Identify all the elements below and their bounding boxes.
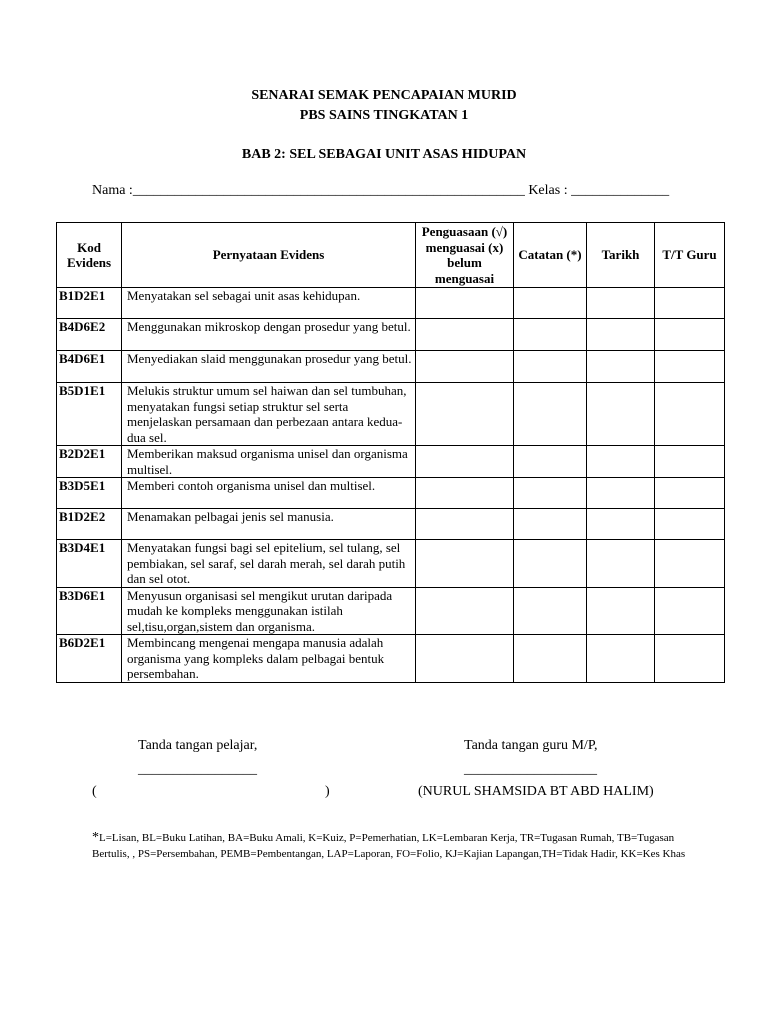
- cell-tarikh[interactable]: [587, 587, 655, 635]
- table-row: [57, 509, 725, 540]
- row-kod: B3D5E1: [57, 478, 122, 509]
- row-kod: B5D1E1: [57, 383, 122, 446]
- cell-catatan[interactable]: [514, 319, 587, 351]
- cell-tt-guru[interactable]: [655, 540, 725, 588]
- cell-catatan[interactable]: [514, 540, 587, 588]
- cell-catatan[interactable]: [514, 478, 587, 509]
- row-kod: B1D2E1: [57, 288, 122, 319]
- cell-tarikh[interactable]: [587, 383, 655, 446]
- table-row: [57, 587, 725, 635]
- row-kod: B1D2E2: [57, 509, 122, 540]
- student-signature-line[interactable]: _________________: [138, 762, 257, 777]
- cell-catatan[interactable]: [514, 446, 587, 478]
- footnote-text: L=Lisan, BL=Buku Latihan, BA=Buku Amali, K=Kuiz, P=Pemerhatian, LK=Lembaran Kerja, TR=Tugasan Rumah, TB=Tugasan Bertulis, , PS=Persembahan, PEMB=Pembentangan, LAP=Laporan, FO=Folio, KJ=Kajian Lapangan,TH=Tidak Hadir, KK=Kes Khas: [92, 832, 686, 860]
- row-kod: B2D2E1: [57, 446, 122, 478]
- table-header-row: [57, 223, 725, 288]
- cell-tt-guru[interactable]: [655, 509, 725, 540]
- row-pernyataan: Menggunakan mikroskop dengan prosedur yang betul.: [122, 319, 416, 351]
- cell-penguasaan[interactable]: [416, 509, 514, 540]
- row-pernyataan: Menamakan pelbagai jenis sel manusia.: [122, 509, 416, 540]
- cell-penguasaan[interactable]: [416, 383, 514, 446]
- student-signature-label: Tanda tangan pelajar,: [138, 738, 258, 753]
- footnote-asterisk: *: [92, 830, 99, 845]
- student-name-paren-open: (: [92, 784, 97, 799]
- table-row: [57, 351, 725, 383]
- nama-kelas-line: Nama :________________________________________________________ Kelas : ______________: [92, 183, 670, 198]
- table-row: [57, 383, 725, 446]
- row-pernyataan: Menyusun organisasi sel mengikut urutan daripada mudah ke kompleks menggunakan istilah sel,tisu,organ,sistem dan organisma.: [122, 587, 416, 635]
- cell-tt-guru[interactable]: [655, 319, 725, 351]
- cell-catatan[interactable]: [514, 509, 587, 540]
- footnote-legend: [92, 830, 712, 862]
- cell-catatan[interactable]: [514, 635, 587, 683]
- cell-tt-guru[interactable]: [655, 288, 725, 319]
- table-row: [57, 446, 725, 478]
- row-pernyataan: Memberi contoh organisma unisel dan multisel.: [122, 478, 416, 509]
- cell-tt-guru[interactable]: [655, 351, 725, 383]
- cell-tarikh[interactable]: [587, 351, 655, 383]
- cell-catatan[interactable]: [514, 383, 587, 446]
- cell-tarikh[interactable]: [587, 319, 655, 351]
- row-kod: B6D2E1: [57, 635, 122, 683]
- table-row: [57, 288, 725, 319]
- cell-penguasaan[interactable]: [416, 540, 514, 588]
- row-pernyataan: Menyediakan slaid menggunakan prosedur yang betul.: [122, 351, 416, 383]
- cell-tt-guru[interactable]: [655, 635, 725, 683]
- student-name-paren-close: ): [325, 784, 330, 799]
- row-pernyataan: Melukis struktur umum sel haiwan dan sel tumbuhan, menyatakan fungsi setiap struktur sel serta menjelaskan persamaan dan perbezaan antara kedua-dua sel.: [122, 383, 416, 446]
- cell-penguasaan[interactable]: [416, 478, 514, 509]
- cell-tt-guru[interactable]: [655, 478, 725, 509]
- cell-penguasaan[interactable]: [416, 635, 514, 683]
- table-row: [57, 540, 725, 588]
- row-pernyataan: Menyatakan fungsi bagi sel epitelium, sel tulang, sel pembiakan, sel saraf, sel darah merah, sel darah putih dan sel otot.: [122, 540, 416, 588]
- cell-penguasaan[interactable]: [416, 288, 514, 319]
- cell-tt-guru[interactable]: [655, 587, 725, 635]
- row-kod: B4D6E1: [57, 351, 122, 383]
- chapter-title: BAB 2: SEL SEBAGAI UNIT ASAS HIDUPAN: [241, 147, 527, 162]
- cell-tt-guru[interactable]: [655, 383, 725, 446]
- cell-tarikh[interactable]: [587, 509, 655, 540]
- cell-tarikh[interactable]: [587, 478, 655, 509]
- row-pernyataan: Menyatakan sel sebagai unit asas kehidupan.: [122, 288, 416, 319]
- cell-catatan[interactable]: [514, 587, 587, 635]
- header-catatan: Catatan (*): [514, 223, 587, 288]
- table-row: [57, 635, 725, 683]
- row-pernyataan: Membincang mengenai mengapa manusia adalah organisma yang kompleks dalam pelbagai bentuk persembahan.: [122, 635, 416, 683]
- teacher-signature-line[interactable]: ___________________: [464, 762, 597, 777]
- cell-tarikh[interactable]: [587, 635, 655, 683]
- table-row: [57, 478, 725, 509]
- row-kod: B4D6E2: [57, 319, 122, 351]
- cell-tarikh[interactable]: [587, 540, 655, 588]
- cell-penguasaan[interactable]: [416, 351, 514, 383]
- header-tarikh: Tarikh: [587, 223, 655, 288]
- header-penguasaan: Penguasaan (√) menguasai (x) belum menguasai: [416, 223, 514, 288]
- cell-penguasaan[interactable]: [416, 587, 514, 635]
- document-title: SENARAI SEMAK PENCAPAIAN MURID: [251, 88, 517, 103]
- header-pernyataan: Pernyataan Evidens: [122, 223, 416, 288]
- teacher-signature-label: Tanda tangan guru M/P,: [464, 738, 598, 753]
- document-subtitle: PBS SAINS TINGKATAN 1: [299, 108, 469, 123]
- cell-tarikh[interactable]: [587, 446, 655, 478]
- table-row: [57, 319, 725, 351]
- cell-catatan[interactable]: [514, 351, 587, 383]
- cell-tt-guru[interactable]: [655, 446, 725, 478]
- row-pernyataan: Memberikan maksud organisma unisel dan organisma multisel.: [122, 446, 416, 478]
- header-kod: Kod Evidens: [57, 223, 122, 288]
- header-tt-guru: T/T Guru: [655, 223, 725, 288]
- cell-penguasaan[interactable]: [416, 319, 514, 351]
- row-kod: B3D4E1: [57, 540, 122, 588]
- evidence-table: [56, 222, 725, 683]
- cell-tarikh[interactable]: [587, 288, 655, 319]
- row-kod: B3D6E1: [57, 587, 122, 635]
- cell-penguasaan[interactable]: [416, 446, 514, 478]
- cell-catatan[interactable]: [514, 288, 587, 319]
- teacher-name: (NURUL SHAMSIDA BT ABD HALIM): [418, 784, 654, 799]
